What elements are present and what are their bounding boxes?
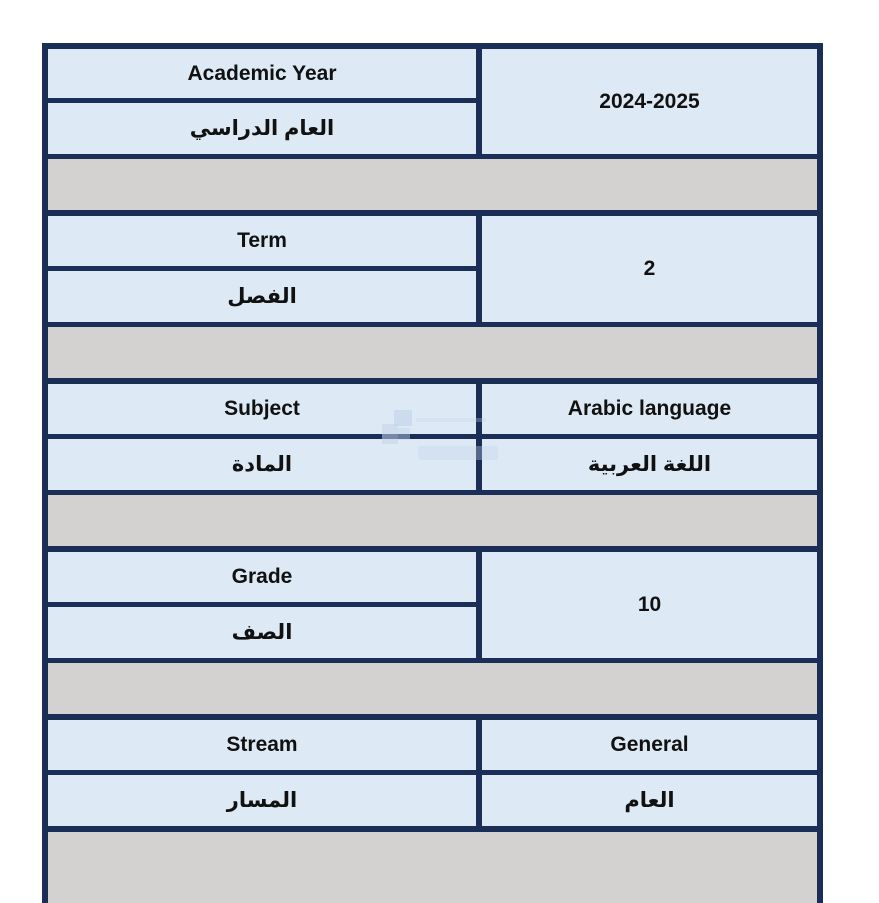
value-academic-year: 2024-2025 bbox=[482, 49, 817, 154]
label-term-en: Term bbox=[48, 216, 476, 266]
value-grade: 10 bbox=[482, 552, 817, 658]
label-academic-year-ar: العام الدراسي bbox=[48, 103, 476, 154]
label-stream-en: Stream bbox=[48, 720, 476, 770]
separator-row bbox=[48, 495, 817, 546]
label-stream-ar: المسار bbox=[48, 775, 476, 826]
value-subject-en: Arabic language bbox=[482, 384, 817, 434]
separator-row bbox=[48, 832, 817, 903]
label-academic-year-en: Academic Year bbox=[48, 49, 476, 98]
value-term: 2 bbox=[482, 216, 817, 322]
value-stream-ar: العام bbox=[482, 775, 817, 826]
label-term-ar: الفصل bbox=[48, 271, 476, 322]
label-grade-en: Grade bbox=[48, 552, 476, 602]
label-subject-ar: المادة bbox=[48, 439, 476, 490]
label-grade-ar: الصف bbox=[48, 607, 476, 658]
value-subject-ar: اللغة العربية bbox=[482, 439, 817, 490]
separator-row bbox=[48, 159, 817, 210]
separator-row bbox=[48, 327, 817, 378]
info-table bbox=[42, 43, 823, 903]
value-stream-en: General bbox=[482, 720, 817, 770]
separator-row bbox=[48, 663, 817, 714]
label-subject-en: Subject bbox=[48, 384, 476, 434]
